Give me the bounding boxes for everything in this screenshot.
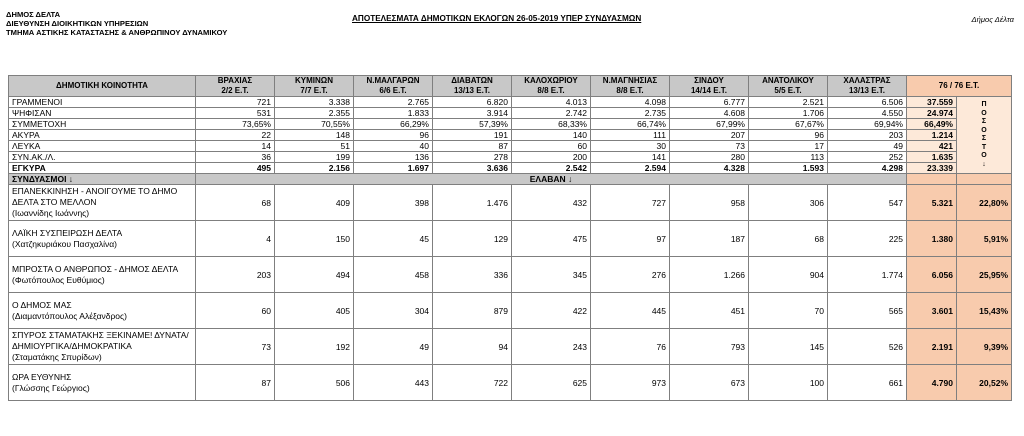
- party-value: 192: [275, 329, 354, 365]
- stat-value: 141: [591, 152, 670, 163]
- stat-value: 4.328: [670, 163, 749, 174]
- party-value: 1.476: [433, 185, 512, 221]
- party-percent: 22,80%: [957, 185, 1012, 221]
- stat-row: [9, 119, 1012, 130]
- party-value: 475: [512, 221, 591, 257]
- stat-row: [9, 97, 1012, 108]
- stat-value: 69,94%: [828, 119, 907, 130]
- parties-label: ΣΥΝΔΥΑΣΜΟΙ ↓: [9, 174, 196, 185]
- party-value: 1.774: [828, 257, 907, 293]
- party-row: [9, 293, 1012, 329]
- stat-value: 2.735: [591, 108, 670, 119]
- party-value: 722: [433, 365, 512, 401]
- sep-total-cell: [907, 174, 957, 185]
- column-sub: 5/5 Ε.Τ.: [774, 86, 802, 95]
- party-value: 304: [354, 293, 433, 329]
- stat-value: 199: [275, 152, 354, 163]
- stat-label: ΨΗΦΙΣΑΝ: [9, 108, 196, 119]
- stat-label: ΛΕΥΚΑ: [9, 141, 196, 152]
- stat-value: 2.765: [354, 97, 433, 108]
- stat-value: 67,99%: [670, 119, 749, 130]
- party-value: 958: [670, 185, 749, 221]
- party-value: 345: [512, 257, 591, 293]
- party-value: 398: [354, 185, 433, 221]
- stat-label: ΑΚΥΡΑ: [9, 130, 196, 141]
- party-value: 625: [512, 365, 591, 401]
- org-line-1: ΔΗΜΟΣ ΔΕΛΤΑ: [6, 10, 61, 19]
- party-label: [9, 329, 196, 365]
- stat-value: 51: [275, 141, 354, 152]
- column-sub: 2/2 Ε.Τ.: [221, 86, 249, 95]
- party-name: ΣΠΥΡΟΣ ΣΤΑΜΑΤΑΚΗΣ ΞΕΚΙΝΑΜΕ! ΔΥΝΑΤΑ/ΔΗΜΙΟΥΡΓΙΚΑ/ΔΗΜΟΚΡΑΤΙΚΑ: [12, 330, 189, 351]
- column-sub: 8/8 Ε.Τ.: [537, 86, 565, 95]
- stat-value: 200: [512, 152, 591, 163]
- stat-value: 3.636: [433, 163, 512, 174]
- stat-value: 87: [433, 141, 512, 152]
- party-value: 145: [749, 329, 828, 365]
- party-value: 243: [512, 329, 591, 365]
- party-value: 445: [591, 293, 670, 329]
- party-value: 70: [749, 293, 828, 329]
- party-total: 1.380: [907, 221, 957, 257]
- stat-value: 136: [354, 152, 433, 163]
- party-value: 94: [433, 329, 512, 365]
- stat-value: 14: [196, 141, 275, 152]
- party-value: 187: [670, 221, 749, 257]
- party-value: 68: [749, 221, 828, 257]
- stat-value: 2.542: [512, 163, 591, 174]
- column-header: [749, 76, 828, 97]
- stat-value: 203: [828, 130, 907, 141]
- party-leader: (Φωτόπουλος Ευθύμιος): [12, 274, 105, 285]
- stat-value: 1.706: [749, 108, 828, 119]
- stat-row: [9, 141, 1012, 152]
- stat-label: ΕΓΚΥΡΑ: [9, 163, 196, 174]
- party-row: [9, 221, 1012, 257]
- party-name: ΕΠΑΝΕΚΚΙΝΗΣΗ - ΑΝΟΙΓΟΥΜΕ ΤΟ ΔΗΜΟ ΔΕΛΤΑ ΣΤΟ ΜΕΛΛΟΝ: [12, 186, 178, 207]
- community-header: ΔΗΜΟΤΙΚΗ ΚΟΙΝΟΤΗΤΑ: [9, 76, 196, 97]
- stat-value: 4.550: [828, 108, 907, 119]
- column-name: ΧΑΛΑΣΤΡΑΣ: [843, 76, 891, 85]
- party-row: [9, 185, 1012, 221]
- party-row: [9, 329, 1012, 365]
- pososto-letter: Σ: [981, 118, 987, 125]
- column-name: ΒΡΑΧΙΑΣ: [217, 76, 253, 85]
- party-value: 73: [196, 329, 275, 365]
- party-value: 150: [275, 221, 354, 257]
- parties-separator-row: [9, 174, 1012, 185]
- party-value: 68: [196, 185, 275, 221]
- stat-total: 37.559: [907, 97, 957, 108]
- column-sub: 13/13 Ε.Τ.: [848, 86, 886, 95]
- party-value: 409: [275, 185, 354, 221]
- stat-value: 207: [670, 130, 749, 141]
- stat-value: 17: [749, 141, 828, 152]
- party-value: 129: [433, 221, 512, 257]
- party-value: 973: [591, 365, 670, 401]
- stat-value: 22: [196, 130, 275, 141]
- stat-value: 148: [275, 130, 354, 141]
- party-value: 494: [275, 257, 354, 293]
- sep-percent-cell: [957, 174, 1012, 185]
- party-label: [9, 221, 196, 257]
- stat-value: 1.833: [354, 108, 433, 119]
- header-left: [6, 10, 227, 38]
- party-total: 2.191: [907, 329, 957, 365]
- stat-total: 24.974: [907, 108, 957, 119]
- party-value: 458: [354, 257, 433, 293]
- party-label: [9, 293, 196, 329]
- party-name: ΜΠΡΟΣΤΑ Ο ΑΝΘΡΩΠΟΣ - ΔΗΜΟΣ ΔΕΛΤΑ: [12, 263, 179, 274]
- stat-total: 66,49%: [907, 119, 957, 130]
- total-header: 76 / 76 Ε.Τ.: [907, 76, 1012, 97]
- stat-label: ΣΥΜΜΕΤΟΧΗ: [9, 119, 196, 130]
- column-sub: 6/6 Ε.Τ.: [379, 86, 407, 95]
- party-leader: (Διαμαντόπουλος Αλέξανδρος): [12, 310, 127, 321]
- stat-value: 2.594: [591, 163, 670, 174]
- pososto-letter: Ο: [981, 126, 987, 134]
- stat-value: 531: [196, 108, 275, 119]
- column-header: [275, 76, 354, 97]
- party-leader: (Χατζηκυριάκου Πασχαλίνα): [12, 238, 117, 249]
- stat-total: 421: [907, 141, 957, 152]
- party-percent: 25,95%: [957, 257, 1012, 293]
- results-table: [8, 75, 1012, 401]
- stat-value: 113: [749, 152, 828, 163]
- column-name: ΑΝΑΤΟΛΙΚΟΥ: [762, 76, 814, 85]
- column-name: ΚΥΜΙΝΩΝ: [295, 76, 333, 85]
- party-name: ΩΡΑ ΕΥΘΥΝΗΣ: [12, 371, 72, 382]
- party-value: 526: [828, 329, 907, 365]
- party-value: 443: [354, 365, 433, 401]
- party-name: ΛΑΪΚΗ ΣΥΣΠΕΙΡΩΣΗ ΔΕΛΤΑ: [12, 227, 123, 238]
- column-name: Ν.ΜΑΓΝΗΣΙΑΣ: [602, 76, 658, 85]
- party-value: 45: [354, 221, 433, 257]
- party-percent: 20,52%: [957, 365, 1012, 401]
- stat-value: 4.608: [670, 108, 749, 119]
- pososto-letter: Ο: [981, 152, 987, 159]
- column-name: ΔΙΑΒΑΤΩΝ: [451, 76, 493, 85]
- column-sub: 7/7 Ε.Τ.: [300, 86, 328, 95]
- column-sub: 13/13 Ε.Τ.: [453, 86, 491, 95]
- stat-value: 36: [196, 152, 275, 163]
- stat-value: 2.521: [749, 97, 828, 108]
- page-title: ΑΠΟΤΕΛΕΣΜΑΤΑ ΔΗΜΟΤΙΚΩΝ ΕΚΛΟΓΩΝ 26-05-2019 ΥΠΕΡ ΣΥΝΔΥΑΣΜΩΝ: [352, 14, 642, 23]
- column-name: Ν.ΜΑΛΓΑΡΩΝ: [366, 76, 420, 85]
- party-value: 547: [828, 185, 907, 221]
- column-sub: 14/14 Ε.Τ.: [690, 86, 728, 95]
- stat-value: 57,39%: [433, 119, 512, 130]
- stat-label: ΓΡΑΜΜΕΝΟΙ: [9, 97, 196, 108]
- stat-value: 96: [354, 130, 433, 141]
- stat-value: 3.914: [433, 108, 512, 119]
- party-value: 225: [828, 221, 907, 257]
- column-header: [354, 76, 433, 97]
- party-value: 506: [275, 365, 354, 401]
- party-value: 4: [196, 221, 275, 257]
- pososto-letter: Ο: [981, 109, 987, 117]
- org-line-2: ΔΙΕΥΘΥΝΣΗ ΔΙΟΙΚΗΤΙΚΩΝ ΥΠΗΡΕΣΙΩΝ: [6, 19, 149, 29]
- pososto-letter: Π: [981, 101, 987, 108]
- column-header: [196, 76, 275, 97]
- stat-value: 73: [670, 141, 749, 152]
- party-label: [9, 185, 196, 221]
- stat-value: 6.506: [828, 97, 907, 108]
- party-value: 49: [354, 329, 433, 365]
- column-header: [828, 76, 907, 97]
- party-label: [9, 365, 196, 401]
- party-total: 4.790: [907, 365, 957, 401]
- stat-value: 2.355: [275, 108, 354, 119]
- party-value: 422: [512, 293, 591, 329]
- stat-value: 4.013: [512, 97, 591, 108]
- column-header: [512, 76, 591, 97]
- party-name: Ο ΔΗΜΟΣ ΜΑΣ: [12, 299, 72, 310]
- stat-value: 2.156: [275, 163, 354, 174]
- column-name: ΚΑΛΟΧΩΡΙΟΥ: [524, 76, 578, 85]
- stat-value: 49: [828, 141, 907, 152]
- stat-value: 70,55%: [275, 119, 354, 130]
- stat-value: 721: [196, 97, 275, 108]
- party-value: 276: [591, 257, 670, 293]
- stat-value: 66,74%: [591, 119, 670, 130]
- stat-row: [9, 163, 1012, 174]
- stat-value: 66,29%: [354, 119, 433, 130]
- party-value: 203: [196, 257, 275, 293]
- stat-value: 1.697: [354, 163, 433, 174]
- stat-row: [9, 152, 1012, 163]
- stat-value: 4.098: [591, 97, 670, 108]
- party-value: 661: [828, 365, 907, 401]
- stat-value: 6.777: [670, 97, 749, 108]
- stat-value: 252: [828, 152, 907, 163]
- party-value: 673: [670, 365, 749, 401]
- party-value: 432: [512, 185, 591, 221]
- stat-value: 60: [512, 141, 591, 152]
- party-value: 793: [670, 329, 749, 365]
- party-row: [9, 257, 1012, 293]
- stat-value: 1.593: [749, 163, 828, 174]
- column-sub: 8/8 Ε.Τ.: [616, 86, 644, 95]
- party-value: 451: [670, 293, 749, 329]
- stat-value: 3.338: [275, 97, 354, 108]
- pososto-letter: Τ: [981, 143, 987, 151]
- party-value: 100: [749, 365, 828, 401]
- stat-value: 278: [433, 152, 512, 163]
- pososto-vertical-label: [957, 97, 1012, 174]
- party-label: [9, 257, 196, 293]
- column-name: ΣΙΝΔΟΥ: [694, 76, 724, 85]
- stat-value: 495: [196, 163, 275, 174]
- party-percent: 9,39%: [957, 329, 1012, 365]
- party-total: 3.601: [907, 293, 957, 329]
- column-header-row: [9, 76, 1012, 97]
- pososto-letter: Σ: [981, 135, 987, 142]
- pososto-letter: ↓: [982, 160, 986, 168]
- stat-value: 30: [591, 141, 670, 152]
- stat-total: 1.635: [907, 152, 957, 163]
- stat-value: 191: [433, 130, 512, 141]
- received-label: ΕΛΑΒΑΝ ↓: [196, 174, 907, 185]
- party-percent: 5,91%: [957, 221, 1012, 257]
- stat-value: 2.742: [512, 108, 591, 119]
- column-header: [433, 76, 512, 97]
- party-value: 727: [591, 185, 670, 221]
- stat-total: 1.214: [907, 130, 957, 141]
- party-leader: (Ιωαννίδης Ιωάννης): [12, 208, 90, 218]
- party-value: 60: [196, 293, 275, 329]
- party-total: 6.056: [907, 257, 957, 293]
- stat-value: 4.298: [828, 163, 907, 174]
- stat-value: 40: [354, 141, 433, 152]
- party-value: 904: [749, 257, 828, 293]
- stat-value: 111: [591, 130, 670, 141]
- stat-value: 67,67%: [749, 119, 828, 130]
- party-value: 879: [433, 293, 512, 329]
- party-value: 76: [591, 329, 670, 365]
- party-value: 405: [275, 293, 354, 329]
- party-value: 306: [749, 185, 828, 221]
- party-total: 5.321: [907, 185, 957, 221]
- party-percent: 15,43%: [957, 293, 1012, 329]
- party-value: 336: [433, 257, 512, 293]
- stat-total: 23.339: [907, 163, 957, 174]
- stat-value: 280: [670, 152, 749, 163]
- party-leader: (Σταματάκης Σπυρίδων): [12, 352, 102, 362]
- stat-value: 140: [512, 130, 591, 141]
- stat-value: 68,33%: [512, 119, 591, 130]
- stat-value: 73,65%: [196, 119, 275, 130]
- party-row: [9, 365, 1012, 401]
- party-value: 97: [591, 221, 670, 257]
- stat-value: 96: [749, 130, 828, 141]
- stat-value: 6.820: [433, 97, 512, 108]
- stat-row: [9, 108, 1012, 119]
- stat-row: [9, 130, 1012, 141]
- column-header: [591, 76, 670, 97]
- column-header: [670, 76, 749, 97]
- party-value: 565: [828, 293, 907, 329]
- party-value: 87: [196, 365, 275, 401]
- org-line-3: ΤΜΗΜΑ ΑΣΤΙΚΗΣ ΚΑΤΑΣΤΑΣΗΣ & ΑΝΘΡΩΠΙΝΟΥ ΔΥΝΑΜΙΚΟΥ: [6, 28, 228, 38]
- party-value: 1.266: [670, 257, 749, 293]
- party-leader: (Γλώσσης Γεώργιος): [12, 382, 90, 393]
- municipality-label: Δήμος Δέλτα: [971, 15, 1014, 24]
- stat-label: ΣΥΝ.ΑΚ./Λ.: [9, 152, 196, 163]
